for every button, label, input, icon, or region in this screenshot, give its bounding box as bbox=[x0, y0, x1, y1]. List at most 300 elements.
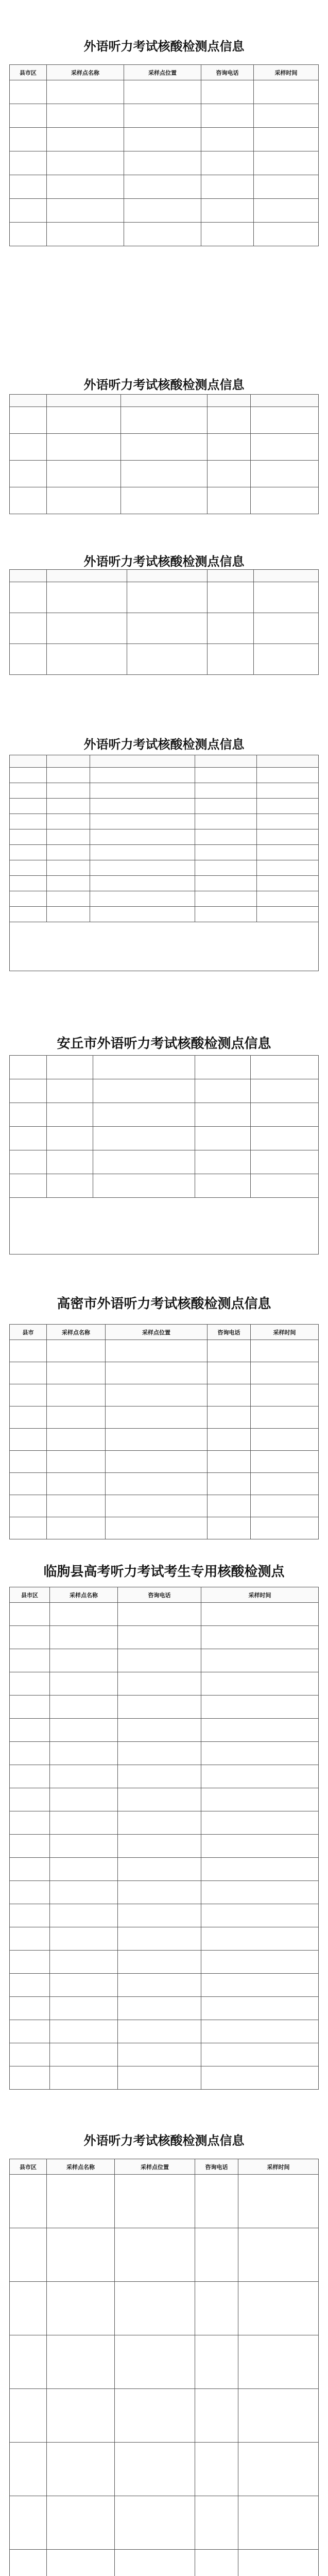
column-header: 采样时间 bbox=[238, 2159, 319, 2175]
table-row bbox=[10, 1079, 319, 1103]
column-header: 县市区 bbox=[10, 65, 47, 80]
table-row bbox=[10, 2443, 319, 2496]
table-cell bbox=[47, 1473, 106, 1495]
column-header: 采样点名称 bbox=[47, 2159, 115, 2175]
table-cell bbox=[254, 151, 319, 175]
table-cell bbox=[195, 1103, 251, 1127]
column-header bbox=[47, 755, 90, 768]
table-cell bbox=[118, 1858, 201, 1881]
table-cell bbox=[201, 1811, 319, 1835]
table-cell bbox=[201, 1835, 319, 1858]
table-row bbox=[10, 860, 319, 876]
table-cell bbox=[118, 2020, 201, 2043]
table-cell bbox=[10, 907, 47, 922]
table-cell bbox=[10, 768, 47, 783]
table-cell bbox=[10, 1384, 47, 1406]
test-site-table bbox=[9, 1324, 319, 1539]
table-cell bbox=[115, 2389, 195, 2443]
table-cell bbox=[118, 1765, 201, 1788]
table-row bbox=[10, 1811, 319, 1835]
table-cell bbox=[10, 1904, 50, 1927]
column-header bbox=[208, 570, 254, 582]
table-cell bbox=[238, 2389, 319, 2443]
table-cell bbox=[10, 434, 47, 461]
table-cell bbox=[208, 1340, 251, 1362]
table-cell bbox=[10, 151, 47, 175]
table-cell bbox=[47, 860, 90, 876]
table-cell bbox=[10, 487, 47, 514]
table-cell bbox=[201, 1649, 319, 1672]
table-row bbox=[10, 2335, 319, 2389]
table-cell bbox=[201, 1765, 319, 1788]
table-cell bbox=[106, 1384, 208, 1406]
table-cell bbox=[10, 1451, 47, 1473]
table-row bbox=[10, 1696, 319, 1719]
table-cell bbox=[201, 1974, 319, 1997]
table-cell bbox=[238, 2175, 319, 2228]
table-cell bbox=[47, 2282, 115, 2335]
notes-box bbox=[9, 1198, 319, 1255]
table-cell bbox=[195, 829, 257, 845]
table-row bbox=[10, 1927, 319, 1951]
column-header: 采样点名称 bbox=[47, 1325, 106, 1340]
section-title: 外语听力考试核酸检测点信息 bbox=[83, 377, 245, 392]
table-cell bbox=[195, 2443, 238, 2496]
table-cell bbox=[124, 128, 201, 151]
table-cell bbox=[10, 1765, 50, 1788]
table-cell bbox=[118, 1835, 201, 1858]
table-cell bbox=[10, 1127, 47, 1150]
table-cell bbox=[238, 2443, 319, 2496]
table-row bbox=[10, 2020, 319, 2043]
table-cell bbox=[10, 783, 47, 799]
table-cell bbox=[10, 223, 47, 246]
table-cell bbox=[10, 799, 47, 814]
table-cell bbox=[195, 1150, 251, 1174]
table-cell bbox=[47, 1495, 106, 1517]
section-title: 外语听力考试核酸检测点信息 bbox=[83, 2133, 245, 2148]
table-cell bbox=[257, 768, 319, 783]
test-site-table bbox=[9, 1587, 319, 2090]
table-cell bbox=[124, 199, 201, 223]
column-header: 县市 bbox=[10, 1325, 47, 1340]
table-cell bbox=[201, 1881, 319, 1904]
table-cell bbox=[47, 1079, 93, 1103]
table-cell bbox=[10, 2066, 50, 2090]
column-header: 采样时间 bbox=[201, 1587, 319, 1603]
table-cell bbox=[254, 80, 319, 104]
table-cell bbox=[201, 2066, 319, 2090]
table-cell bbox=[50, 1927, 118, 1951]
column-header: 采样点名称 bbox=[50, 1587, 118, 1603]
table-row bbox=[10, 1384, 319, 1406]
table-row bbox=[10, 1765, 319, 1788]
column-header: 咨询电话 bbox=[195, 2159, 238, 2175]
table-cell bbox=[47, 2228, 115, 2282]
table-row bbox=[10, 199, 319, 223]
table-cell bbox=[195, 2228, 238, 2282]
table-cell bbox=[10, 1858, 50, 1881]
table-cell bbox=[47, 1406, 106, 1429]
table-row bbox=[10, 2175, 319, 2228]
table-row bbox=[10, 582, 319, 613]
table-cell bbox=[121, 407, 208, 434]
table-cell bbox=[121, 461, 208, 487]
table-row bbox=[10, 814, 319, 829]
table-cell bbox=[47, 768, 90, 783]
table-cell bbox=[47, 175, 124, 199]
table-cell bbox=[208, 1495, 251, 1517]
table-cell bbox=[195, 2335, 238, 2389]
table-cell bbox=[47, 2550, 115, 2576]
test-site-table bbox=[9, 1055, 319, 1255]
table-cell bbox=[47, 487, 121, 514]
table-cell bbox=[47, 1384, 106, 1406]
table-cell bbox=[50, 2066, 118, 2090]
table-cell bbox=[50, 1672, 118, 1696]
table-cell bbox=[10, 1951, 50, 1974]
table-cell bbox=[47, 891, 90, 907]
table-cell bbox=[118, 2066, 201, 2090]
notes-box bbox=[9, 922, 319, 971]
table-cell bbox=[251, 487, 319, 514]
table-cell bbox=[251, 1362, 319, 1384]
table-cell bbox=[238, 2282, 319, 2335]
table-row bbox=[10, 799, 319, 814]
table-cell bbox=[118, 1603, 201, 1626]
column-header bbox=[47, 570, 127, 582]
table-cell bbox=[257, 799, 319, 814]
table-cell bbox=[10, 80, 47, 104]
table-row bbox=[10, 151, 319, 175]
table-cell bbox=[127, 582, 208, 613]
table-cell bbox=[50, 1649, 118, 1672]
table-cell bbox=[201, 1626, 319, 1649]
column-header: 采样点名称 bbox=[47, 65, 124, 80]
table-cell bbox=[118, 1696, 201, 1719]
table-cell bbox=[115, 2282, 195, 2335]
table-cell bbox=[10, 613, 47, 644]
table-cell bbox=[251, 1340, 319, 1362]
table-cell bbox=[90, 860, 195, 876]
table-cell bbox=[257, 783, 319, 799]
column-header bbox=[121, 395, 208, 407]
table-cell bbox=[251, 1056, 319, 1079]
table-cell bbox=[10, 1974, 50, 1997]
table-cell bbox=[195, 845, 257, 860]
table-row bbox=[10, 891, 319, 907]
table-cell bbox=[90, 829, 195, 845]
table-cell bbox=[10, 1649, 50, 1672]
column-header bbox=[90, 755, 195, 768]
table-cell bbox=[254, 175, 319, 199]
table-cell bbox=[195, 860, 257, 876]
table-cell bbox=[201, 80, 254, 104]
table-row bbox=[10, 1719, 319, 1742]
table-row bbox=[10, 1603, 319, 1626]
table-row bbox=[10, 613, 319, 644]
table-cell bbox=[10, 1340, 47, 1362]
table-cell bbox=[50, 1881, 118, 1904]
table-row bbox=[10, 461, 319, 487]
test-site-table bbox=[9, 64, 319, 246]
column-header bbox=[10, 570, 47, 582]
section-title: 外语听力考试核酸检测点信息 bbox=[83, 39, 245, 54]
table-cell bbox=[90, 876, 195, 891]
table-cell bbox=[238, 2496, 319, 2550]
table-cell bbox=[251, 1127, 319, 1150]
table-cell bbox=[118, 1649, 201, 1672]
table-cell bbox=[195, 876, 257, 891]
table-cell bbox=[10, 1406, 47, 1429]
table-row bbox=[10, 1835, 319, 1858]
table-cell bbox=[47, 1103, 93, 1127]
table-cell bbox=[121, 487, 208, 514]
table-row bbox=[10, 829, 319, 845]
table-cell bbox=[47, 1362, 106, 1384]
table-cell bbox=[47, 829, 90, 845]
table-row bbox=[10, 1056, 319, 1079]
table-cell bbox=[50, 1951, 118, 1974]
table-cell bbox=[201, 1951, 319, 1974]
table-cell bbox=[195, 891, 257, 907]
table-cell bbox=[254, 128, 319, 151]
table-cell bbox=[201, 151, 254, 175]
column-header: 县市区 bbox=[10, 2159, 47, 2175]
table-cell bbox=[251, 1079, 319, 1103]
table-row bbox=[10, 845, 319, 860]
table-cell bbox=[201, 104, 254, 128]
table-cell bbox=[195, 2282, 238, 2335]
table-cell bbox=[195, 2389, 238, 2443]
table-cell bbox=[118, 1811, 201, 1835]
table-cell bbox=[124, 151, 201, 175]
table-cell bbox=[106, 1495, 208, 1517]
table-cell bbox=[93, 1127, 195, 1150]
table-cell bbox=[50, 1719, 118, 1742]
table-cell bbox=[10, 1881, 50, 1904]
table-cell bbox=[118, 1672, 201, 1696]
table-cell bbox=[90, 845, 195, 860]
table-cell bbox=[201, 1603, 319, 1626]
table-row bbox=[10, 1451, 319, 1473]
column-header bbox=[251, 395, 319, 407]
table-row bbox=[10, 1473, 319, 1495]
table-cell bbox=[251, 1517, 319, 1539]
table-cell bbox=[208, 1429, 251, 1451]
table-cell bbox=[118, 1881, 201, 1904]
table-cell bbox=[10, 2020, 50, 2043]
table-cell bbox=[208, 644, 254, 675]
table-cell bbox=[93, 1150, 195, 1174]
table-cell bbox=[201, 1788, 319, 1811]
table-cell bbox=[47, 1429, 106, 1451]
table-cell bbox=[50, 1626, 118, 1649]
table-cell bbox=[50, 1811, 118, 1835]
table-cell bbox=[195, 814, 257, 829]
table-row bbox=[10, 1649, 319, 1672]
table-cell bbox=[10, 845, 47, 860]
table-row bbox=[10, 2228, 319, 2282]
table-cell bbox=[201, 1927, 319, 1951]
table-row bbox=[10, 1127, 319, 1150]
table-cell bbox=[47, 845, 90, 860]
table-cell bbox=[10, 814, 47, 829]
table-cell bbox=[208, 487, 251, 514]
section-title: 临朐县高考听力考试考生专用核酸检测点 bbox=[43, 1564, 285, 1580]
table-cell bbox=[201, 223, 254, 246]
table-cell bbox=[90, 799, 195, 814]
test-site-table bbox=[9, 569, 319, 675]
table-cell bbox=[47, 223, 124, 246]
column-header: 县市区 bbox=[10, 1587, 50, 1603]
table-row bbox=[10, 1150, 319, 1174]
table-row bbox=[10, 876, 319, 891]
table-row bbox=[10, 1904, 319, 1927]
table-cell bbox=[195, 2550, 238, 2576]
table-cell bbox=[10, 1495, 47, 1517]
table-cell bbox=[10, 199, 47, 223]
table-cell bbox=[47, 2389, 115, 2443]
table-cell bbox=[254, 613, 319, 644]
table-cell bbox=[90, 891, 195, 907]
table-cell bbox=[208, 407, 251, 434]
table-cell bbox=[201, 1858, 319, 1881]
table-cell bbox=[10, 2443, 47, 2496]
table-cell bbox=[10, 461, 47, 487]
table-cell bbox=[208, 1517, 251, 1539]
table-row bbox=[10, 2496, 319, 2550]
table-row bbox=[10, 2282, 319, 2335]
table-cell bbox=[10, 860, 47, 876]
table-cell bbox=[208, 1473, 251, 1495]
section-title: 外语听力考试核酸检测点信息 bbox=[83, 737, 245, 752]
table-cell bbox=[195, 1079, 251, 1103]
table-cell bbox=[238, 2550, 319, 2576]
table-cell bbox=[50, 1742, 118, 1765]
table-cell bbox=[10, 891, 47, 907]
table-cell bbox=[47, 2175, 115, 2228]
table-cell bbox=[10, 1603, 50, 1626]
table-row bbox=[10, 223, 319, 246]
column-header: 采样点位置 bbox=[124, 65, 201, 80]
table-cell bbox=[10, 1056, 47, 1079]
table-cell bbox=[10, 829, 47, 845]
table-cell bbox=[251, 1406, 319, 1429]
column-header bbox=[195, 755, 257, 768]
table-cell bbox=[208, 461, 251, 487]
column-header: 采样点位置 bbox=[115, 2159, 195, 2175]
table-cell bbox=[118, 2043, 201, 2066]
table-cell bbox=[10, 1719, 50, 1742]
table-cell bbox=[124, 175, 201, 199]
table-cell bbox=[50, 1835, 118, 1858]
table-cell bbox=[10, 2175, 47, 2228]
table-cell bbox=[90, 768, 195, 783]
table-cell bbox=[201, 1696, 319, 1719]
column-header bbox=[10, 755, 47, 768]
table-cell bbox=[208, 1384, 251, 1406]
table-cell bbox=[254, 582, 319, 613]
table-cell bbox=[208, 1406, 251, 1429]
table-cell bbox=[47, 814, 90, 829]
table-cell bbox=[50, 2020, 118, 2043]
table-cell bbox=[195, 783, 257, 799]
table-cell bbox=[10, 1835, 50, 1858]
table-cell bbox=[10, 1150, 47, 1174]
section-title: 外语听力考试核酸检测点信息 bbox=[83, 554, 245, 569]
table-cell bbox=[127, 644, 208, 675]
table-cell bbox=[10, 2228, 47, 2282]
table-row bbox=[10, 128, 319, 151]
table-cell bbox=[201, 128, 254, 151]
table-cell bbox=[47, 434, 121, 461]
table-cell bbox=[115, 2550, 195, 2576]
table-cell bbox=[10, 2550, 47, 2576]
table-cell bbox=[251, 1174, 319, 1198]
table-cell bbox=[10, 1362, 47, 1384]
table-cell bbox=[115, 2443, 195, 2496]
table-row bbox=[10, 434, 319, 461]
column-header bbox=[257, 755, 319, 768]
table-cell bbox=[106, 1406, 208, 1429]
table-cell bbox=[50, 1904, 118, 1927]
table-cell bbox=[106, 1340, 208, 1362]
table-cell bbox=[201, 1997, 319, 2020]
table-cell bbox=[10, 1103, 47, 1127]
table-cell bbox=[251, 1495, 319, 1517]
table-cell bbox=[208, 613, 254, 644]
table-cell bbox=[10, 1997, 50, 2020]
table-cell bbox=[47, 613, 127, 644]
table-cell bbox=[47, 80, 124, 104]
table-cell bbox=[10, 644, 47, 675]
table-cell bbox=[118, 1927, 201, 1951]
table-cell bbox=[201, 199, 254, 223]
table-cell bbox=[50, 1603, 118, 1626]
test-site-table bbox=[9, 2159, 319, 2576]
table-row bbox=[10, 407, 319, 434]
table-cell bbox=[47, 199, 124, 223]
table-row bbox=[10, 1362, 319, 1384]
table-cell bbox=[208, 1451, 251, 1473]
table-cell bbox=[106, 1451, 208, 1473]
table-cell bbox=[118, 1788, 201, 1811]
table-cell bbox=[238, 2228, 319, 2282]
table-cell bbox=[90, 783, 195, 799]
table-cell bbox=[10, 1811, 50, 1835]
column-header bbox=[47, 395, 121, 407]
table-cell bbox=[10, 2335, 47, 2389]
table-cell bbox=[254, 199, 319, 223]
table-cell bbox=[195, 2175, 238, 2228]
table-cell bbox=[10, 1672, 50, 1696]
table-cell bbox=[10, 2389, 47, 2443]
table-cell bbox=[201, 1719, 319, 1742]
table-cell bbox=[50, 1788, 118, 1811]
column-header: 采样时间 bbox=[251, 1325, 319, 1340]
section-title: 安丘市外语听力考试核酸检测点信息 bbox=[57, 1036, 271, 1052]
table-cell bbox=[251, 1473, 319, 1495]
table-cell bbox=[118, 1719, 201, 1742]
table-cell bbox=[10, 1788, 50, 1811]
table-cell bbox=[50, 1974, 118, 1997]
column-header bbox=[10, 395, 47, 407]
table-cell bbox=[10, 1429, 47, 1451]
table-cell bbox=[115, 2335, 195, 2389]
table-cell bbox=[201, 2020, 319, 2043]
table-cell bbox=[251, 1103, 319, 1127]
